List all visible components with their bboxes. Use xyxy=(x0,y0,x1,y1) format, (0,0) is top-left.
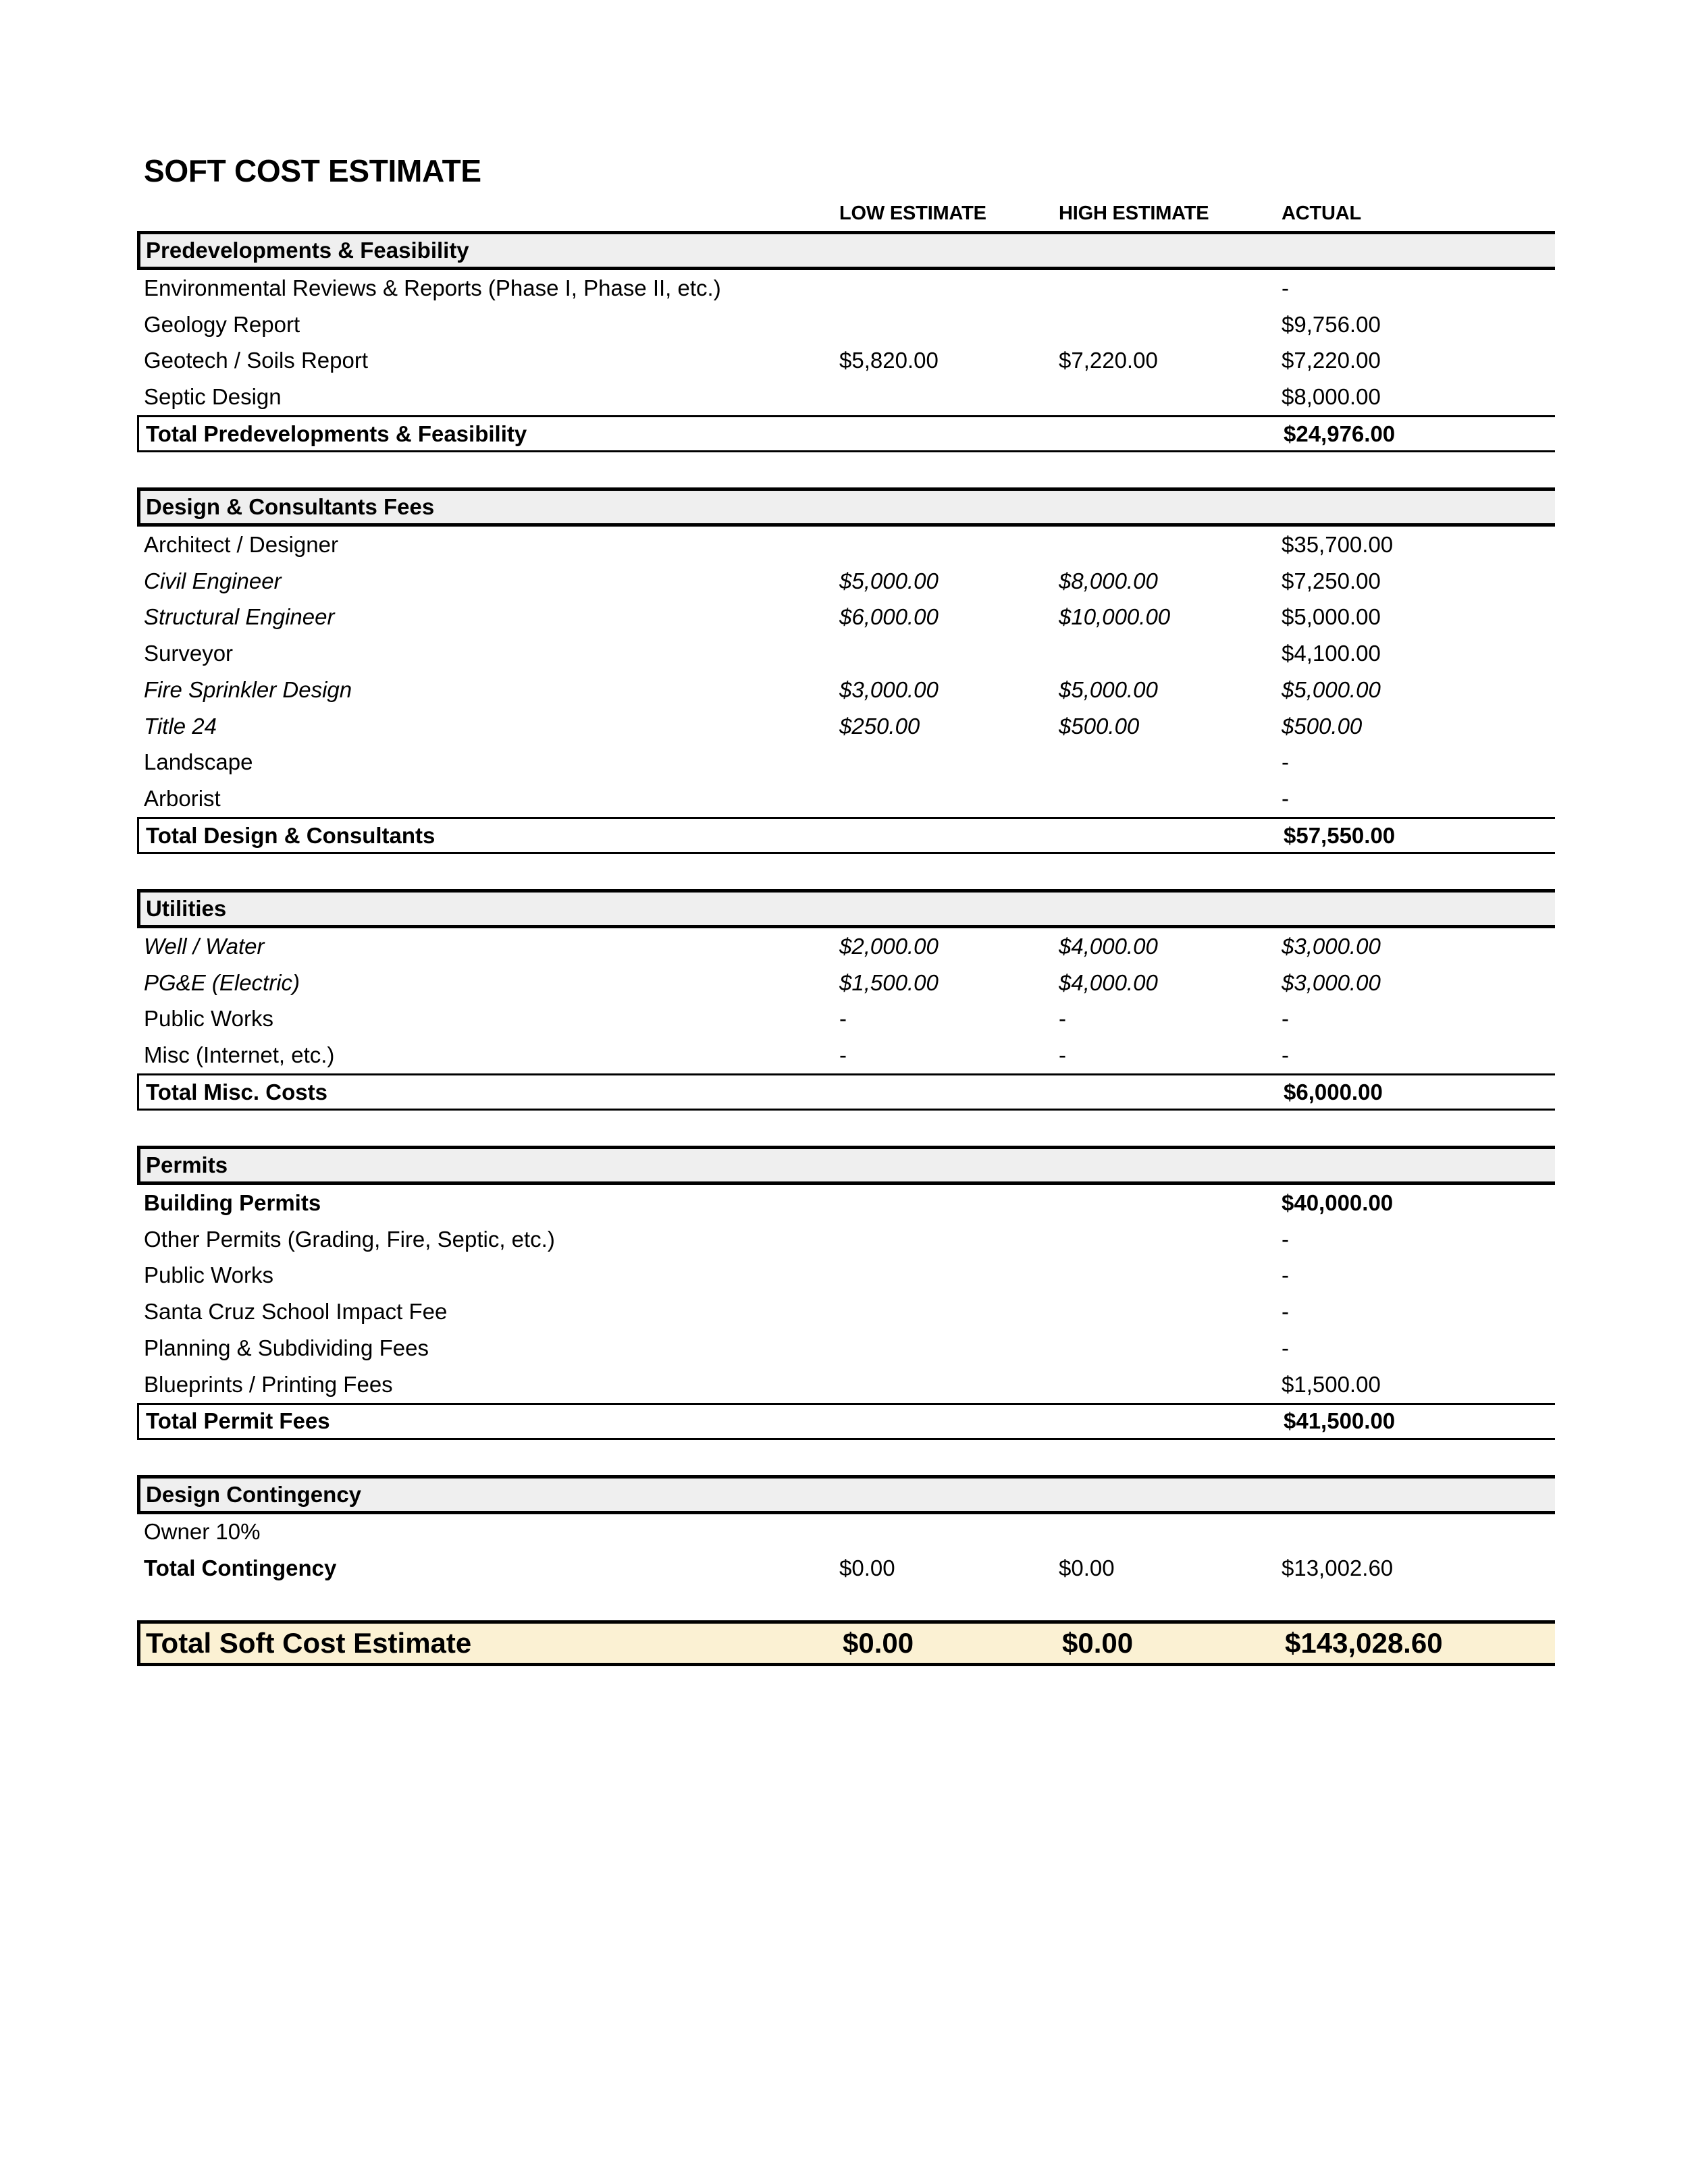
row-label: Architect / Designer xyxy=(144,531,338,557)
row-label: Environmental Reviews & Reports (Phase I, Phase II, etc.) xyxy=(144,275,721,300)
low-cell: - xyxy=(839,1042,847,1068)
table-row xyxy=(137,307,1555,343)
table-row xyxy=(137,1037,1555,1073)
row-label: Owner 10% xyxy=(144,1519,261,1545)
low-cell: $0.00 xyxy=(839,1555,895,1581)
section-header: Design & Consultants Fees xyxy=(137,487,1555,527)
row-label: Other Permits (Grading, Fire, Septic, etc.) xyxy=(144,1226,555,1252)
row-label: Civil Engineer xyxy=(144,568,282,593)
section-header: Predevelopments & Feasibility xyxy=(137,231,1555,270)
row-label: Arborist xyxy=(144,786,221,811)
low-cell: $250.00 xyxy=(839,713,920,739)
section-header: Design Contingency xyxy=(137,1475,1555,1514)
row-label: Public Works xyxy=(144,1006,273,1032)
row-label: Blueprints / Printing Fees xyxy=(144,1371,393,1397)
estimate-table xyxy=(137,231,1555,1666)
total-label: Total Design & Consultants xyxy=(146,822,436,848)
row-label: Geotech / Soils Report xyxy=(144,348,368,373)
low-cell: $1,500.00 xyxy=(839,969,939,995)
table-row xyxy=(137,379,1555,415)
actual-cell: $7,250.00 xyxy=(1282,568,1381,593)
actual-cell: $13,002.60 xyxy=(1282,1555,1394,1581)
table-row xyxy=(137,270,1555,307)
table-row xyxy=(137,563,1555,600)
row-label: Septic Design xyxy=(144,384,282,410)
section-header: Permits xyxy=(137,1146,1555,1185)
high-cell: $500.00 xyxy=(1059,713,1140,739)
high-cell: $5,000.00 xyxy=(1059,676,1158,702)
low-cell: $6,000.00 xyxy=(839,604,939,630)
table-row xyxy=(137,1185,1555,1221)
table-row xyxy=(137,672,1555,708)
actual-cell: $35,700.00 xyxy=(1282,531,1394,557)
high-cell: - xyxy=(1059,1042,1066,1068)
total-actual: $24,976.00 xyxy=(1284,421,1396,446)
table-row xyxy=(137,1001,1555,1038)
actual-cell: - xyxy=(1282,1299,1289,1325)
row-label: PG&E (Electric) xyxy=(144,969,300,995)
section-total-row xyxy=(137,415,1555,452)
actual-cell: - xyxy=(1282,749,1289,775)
table-row xyxy=(137,780,1555,817)
row-label: Santa Cruz School Impact Fee xyxy=(144,1299,448,1325)
table-row xyxy=(137,1330,1555,1366)
row-label: Misc (Internet, etc.) xyxy=(144,1042,335,1068)
row-label: Building Permits xyxy=(144,1190,321,1215)
section-total-row xyxy=(137,817,1555,854)
actual-cell: $500.00 xyxy=(1282,713,1363,739)
row-label: Planning & Subdividing Fees xyxy=(144,1335,429,1360)
low-cell: $5,000.00 xyxy=(839,568,939,593)
table-row xyxy=(137,1221,1555,1258)
high-cell: - xyxy=(1059,1006,1066,1032)
table-row xyxy=(137,928,1555,965)
low-cell: $5,820.00 xyxy=(839,348,939,373)
table-row xyxy=(137,600,1555,636)
actual-cell: - xyxy=(1282,1335,1289,1360)
total-actual: $57,550.00 xyxy=(1284,822,1396,848)
section-total-row xyxy=(137,1403,1555,1440)
row-label: Public Works xyxy=(144,1262,273,1288)
total-label: Total Permit Fees xyxy=(146,1408,330,1433)
high-cell: $4,000.00 xyxy=(1059,933,1158,959)
high-cell: $0.00 xyxy=(1059,1555,1115,1581)
table-row xyxy=(137,635,1555,672)
grand-total-row xyxy=(137,1620,1555,1666)
table-row xyxy=(137,1514,1555,1551)
page-title: SOFT COST ESTIMATE xyxy=(144,153,481,188)
total-actual: $6,000.00 xyxy=(1284,1079,1383,1104)
table-row xyxy=(137,1258,1555,1294)
table-row xyxy=(137,1294,1555,1330)
actual-cell: $4,100.00 xyxy=(1282,641,1381,666)
column-header-low: LOW ESTIMATE xyxy=(839,203,986,224)
total-label: Total Misc. Costs xyxy=(146,1079,327,1104)
row-label: Surveyor xyxy=(144,641,234,666)
low-cell: $3,000.00 xyxy=(839,676,939,702)
actual-cell: $8,000.00 xyxy=(1282,384,1381,410)
high-cell: $7,220.00 xyxy=(1059,348,1158,373)
total-label: Total Predevelopments & Feasibility xyxy=(146,421,527,446)
section-header: Utilities xyxy=(137,889,1555,928)
row-label: Landscape xyxy=(144,749,253,775)
row-label: Geology Report xyxy=(144,311,300,337)
actual-cell: - xyxy=(1282,1226,1289,1252)
actual-cell: - xyxy=(1282,786,1289,811)
column-header-actual: ACTUAL xyxy=(1282,203,1362,224)
actual-cell: $9,756.00 xyxy=(1282,311,1381,337)
high-cell: $8,000.00 xyxy=(1059,568,1158,593)
table-row xyxy=(137,527,1555,563)
row-label: Fire Sprinkler Design xyxy=(144,676,352,702)
actual-cell: $3,000.00 xyxy=(1282,933,1381,959)
table-row xyxy=(137,1550,1555,1587)
row-label: Well / Water xyxy=(144,933,265,959)
table-row xyxy=(137,965,1555,1001)
actual-cell: $5,000.00 xyxy=(1282,676,1381,702)
grand-total-actual: $143,028.60 xyxy=(1285,1627,1443,1659)
table-row xyxy=(137,1366,1555,1403)
actual-cell: $7,220.00 xyxy=(1282,348,1381,373)
section-total-row xyxy=(137,1073,1555,1111)
actual-cell: - xyxy=(1282,1262,1289,1288)
low-cell: $2,000.00 xyxy=(839,933,939,959)
actual-cell: $40,000.00 xyxy=(1282,1190,1394,1215)
grand-total-high: $0.00 xyxy=(1062,1627,1134,1659)
actual-cell: $3,000.00 xyxy=(1282,969,1381,995)
high-cell: $4,000.00 xyxy=(1059,969,1158,995)
row-label: Title 24 xyxy=(144,713,217,739)
low-cell: - xyxy=(839,1006,847,1032)
actual-cell: - xyxy=(1282,1006,1289,1032)
actual-cell: $5,000.00 xyxy=(1282,604,1381,630)
total-actual: $41,500.00 xyxy=(1284,1408,1396,1433)
actual-cell: $1,500.00 xyxy=(1282,1371,1381,1397)
row-label: Structural Engineer xyxy=(144,604,335,630)
grand-total-label: Total Soft Cost Estimate xyxy=(146,1627,472,1659)
table-row xyxy=(137,745,1555,781)
high-cell: $10,000.00 xyxy=(1059,604,1171,630)
actual-cell: - xyxy=(1282,1042,1289,1068)
row-label: Total Contingency xyxy=(144,1555,337,1581)
column-header-high: HIGH ESTIMATE xyxy=(1059,203,1209,224)
actual-cell: - xyxy=(1282,275,1289,300)
table-row xyxy=(137,708,1555,745)
table-row xyxy=(137,343,1555,379)
grand-total-low: $0.00 xyxy=(843,1627,914,1659)
